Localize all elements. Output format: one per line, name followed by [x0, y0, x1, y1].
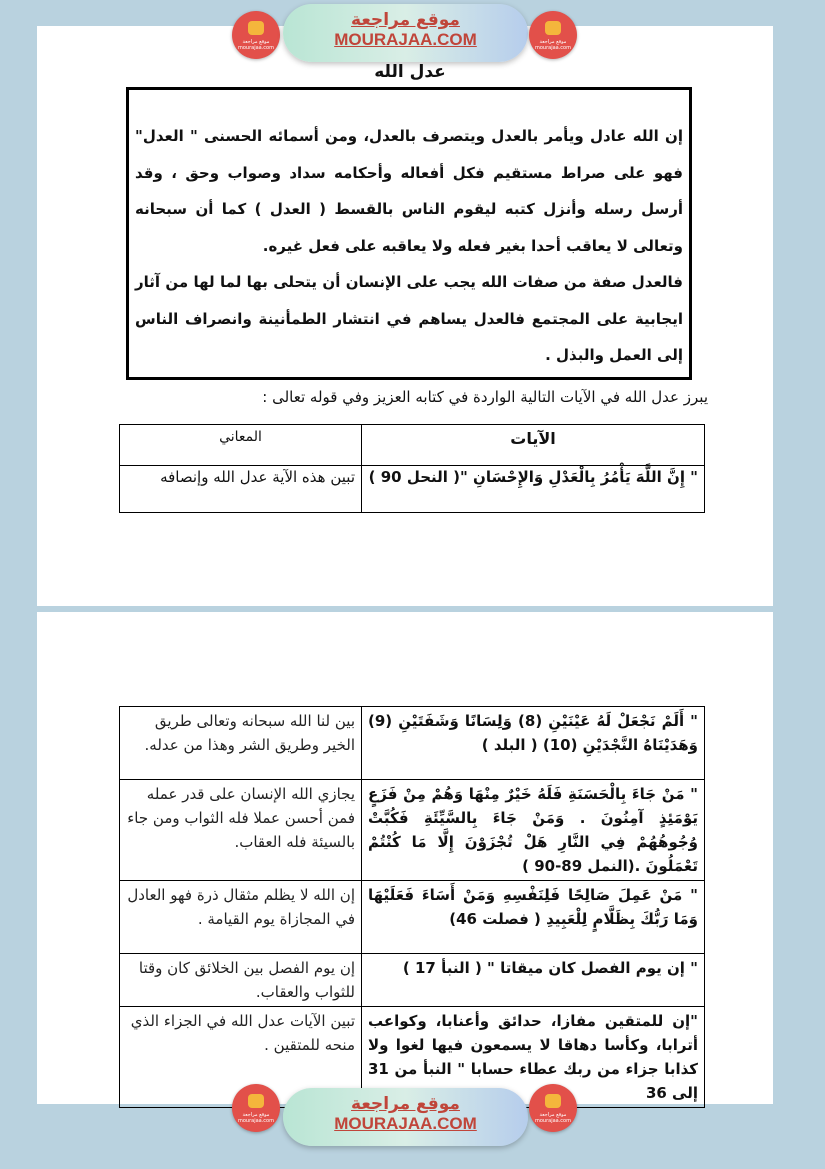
verses-table — [119, 424, 705, 513]
verse-cell: " مَنْ عَمِلَ صَالِحًا فَلِنَفْسِهِ وَمَنْ أَسَاءَ فَعَلَيْهَا وَمَا رَبُّكَ بِظَلَّامٍ لِلْعَبِيدِ ( فصلت 46) — [362, 881, 705, 954]
site-banner-bottom[interactable] — [283, 1088, 528, 1146]
header-verses: الآيات — [362, 425, 705, 466]
verse-cell: " مَنْ جَاءَ بِالْحَسَنَةِ فَلَهُ خَيْرٌ مِنْهَا وَهُمْ مِنْ فَزَعٍ يَوْمَئِذٍ آمِنُونَ . وَمَنْ جَاءَ بِالسَّيِّئَةِ فَكُبَّتْ وُجُوهُهُمْ فِي النَّارِ هَلْ تُجْزَوْنَ إِلَّا مَا كُنْتُمْ تَعْمَلُونَ .(النمل 89-90 ) — [362, 780, 705, 881]
header-meanings: المعاني — [120, 425, 362, 466]
table-header-row — [120, 425, 705, 466]
table-row — [120, 881, 705, 954]
table-row — [120, 707, 705, 780]
meaning-cell: إن الله لا يظلم مثقال ذرة فهو العادل في المجازاة يوم القيامة . — [120, 881, 362, 954]
intro-paragraph: إن الله عادل ويأمر بالعدل ويتصرف بالعدل، ومن أسمائه الحسنى " العدل" فهو على صراط مستقيم فكل أفعاله وأحكامه سداد وصواب وحق ، وقد أرسل رسله وأنزل كتبه ليقوم الناس بالقسط ( العدل ) كما أن سبحانه وتعالى لا يعاقب أحدا بغير فعله ولا يعاقبه على فعل غيره. — [135, 127, 683, 255]
verse-cell: " إِنَّ اللَّهَ يَأْمُرُ بِالْعَدْلِ وَالإِحْسَانِ "( النحل 90 ) — [362, 466, 705, 513]
table-row — [120, 954, 705, 1007]
meaning-cell: بين لنا الله سبحانه وتعالى طريق الخير وطريق الشر وهذا من عدله. — [120, 707, 362, 780]
site-banner-top[interactable] — [283, 4, 528, 62]
verse-cell: " أَلَمْ نَجْعَلْ لَهُ عَيْنَيْنِ (8) وَلِسَانًا وَشَفَتَيْنِ (9) وَهَدَيْنَاهُ النَّجْدَيْنِ (10) ( البلد ) — [362, 707, 705, 780]
table-row — [120, 780, 705, 881]
verse-cell: "إن للمتقين مفازا، حدائق وأعنابا، وكواعب أترابا، وكأسا دهاقا لا يسمعون فيها لغوا ولا كذابا جزاء من ربك عطاء حسابا " النبأ من 31 إلى 36 — [362, 1007, 705, 1108]
banner-arabic-name[interactable]: موقع مراجعة — [351, 10, 460, 30]
site-logo-icon: موقع مراجعة mourajaa.com — [529, 1084, 577, 1132]
verses-lead-text: يبرز عدل الله في الآيات التالية الواردة في كتابه العزيز وفي قوله تعالى : — [262, 388, 708, 406]
site-logo-icon: موقع مراجعة mourajaa.com — [232, 1084, 280, 1132]
meaning-cell: إن يوم الفصل بين الخلائق كان وقتا للثواب والعقاب. — [120, 954, 362, 1007]
verses-table-continued — [119, 706, 705, 1108]
verse-cell: " إن يوم الفصل كان ميقاتا " ( النبأ 17 ) — [362, 954, 705, 1007]
meaning-cell: تبين الآيات عدل الله في الجزاء الذي منحه للمتقين . — [120, 1007, 362, 1108]
site-logo-icon: موقع مراجعة mourajaa.com — [529, 11, 577, 59]
site-logo-icon: موقع مراجعة mourajaa.com — [232, 11, 280, 59]
meaning-cell: تبين هذه الآية عدل الله وإنصافه — [120, 466, 362, 513]
intro-paragraph: فالعدل صفة من صفات الله يجب على الإنسان أن يتحلى بها لما لها من آثار ايجابية على المجتمع فالعدل يساهم في انتشار الطمأنينة وانصراف الناس إلى العمل والبذل . — [135, 273, 683, 364]
banner-site-url[interactable]: MOURAJAA.COM — [334, 1114, 477, 1133]
page-title: عدل الله — [374, 62, 446, 82]
intro-text-box — [126, 87, 692, 380]
banner-site-url[interactable]: MOURAJAA.COM — [334, 30, 477, 49]
meaning-cell: يجازي الله الإنسان على قدر عمله فمن أحسن عملا فله الثواب ومن جاء بالسيئة فله العقاب. — [120, 780, 362, 881]
banner-arabic-name[interactable]: موقع مراجعة — [351, 1094, 460, 1114]
table-row — [120, 466, 705, 513]
